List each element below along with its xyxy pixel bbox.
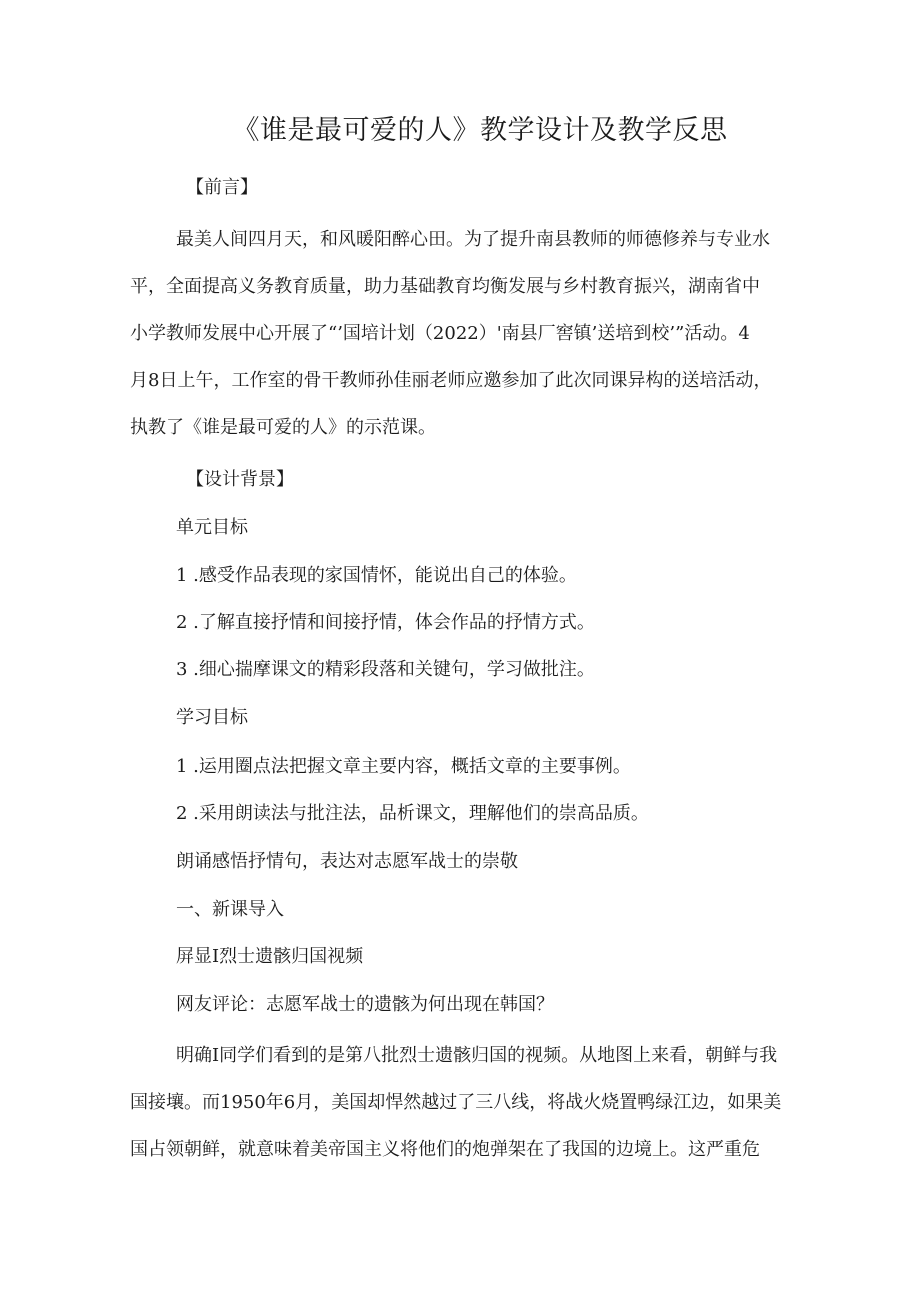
document-title: 《谁是最可爱的人》教学设计及教学反思 [232,115,728,146]
unit-goal-item: 1 .感受作品表现的家国情怀，能说出自己的体验。 [176,565,577,586]
clarify-line: 国接壤。而1950年6月，美国却悍然越过了三八线，将战火烧置鸭绿江边，如果美 [130,1092,782,1113]
recite-line: 朗诵感悟抒情句，表达对志愿军战士的崇敬 [176,851,518,872]
preface-line: 月8日上午，工作室的骨干教师孙佳丽老师应邀参加了此次同课异构的送培活动， [130,370,772,391]
comment-line: 网友评论：志愿军战士的遗骸为何出现在韩国？ [176,994,554,1015]
unit-goal-item: 3 .细心揣摩课文的精彩段落和关键句，学习做批注。 [176,659,595,680]
preface-line: 小学教师发展中心开展了“’国培计划（2022）'南县厂窖镇’送培到校’”活动。4 [130,323,750,344]
video-line: 屏显I烈士遗骸归国视频 [176,946,364,967]
clarify-paragraph [130,1032,790,1173]
clarify-line: 明确I同学们看到的是第八批烈士遗骸归国的视频。从地图上来看，朝鲜与我 [176,1045,778,1066]
learning-goal-item: 2 .采用朗读法与批注法，品析课文，理解他们的崇高品质。 [176,803,649,824]
unit-goal-item: 2 .了解直接抒情和间接抒情，体会作品的抒情方式。 [176,612,595,633]
learning-goal-item: 1 .运用圈点法把握文章主要内容，概括文章的主要事例。 [176,756,631,777]
preface-line: 平，全面提高义务教育质量，助力基础教育均衡发展与乡村教育振兴，湖南省中 [130,276,760,297]
preface-line: 执教了《谁是最可爱的人》的示范课。 [130,417,436,438]
unit-goals-heading: 单元目标 [176,517,248,538]
background-heading: 【设计背景】 [186,469,294,490]
preface-paragraph [130,216,790,451]
clarify-line: 国占领朝鲜，就意味着美帝国主义将他们的炮弹架在了我国的边境上。这严重危 [130,1139,760,1160]
preface-heading: 【前言】 [186,177,258,198]
section-one-heading: 一、新课导入 [176,899,284,920]
preface-line: 最美人间四月天，和风暖阳醉心田。为了提升南县教师的师德修养与专业水 [176,229,770,250]
learning-goals-heading: 学习目标 [176,707,248,728]
